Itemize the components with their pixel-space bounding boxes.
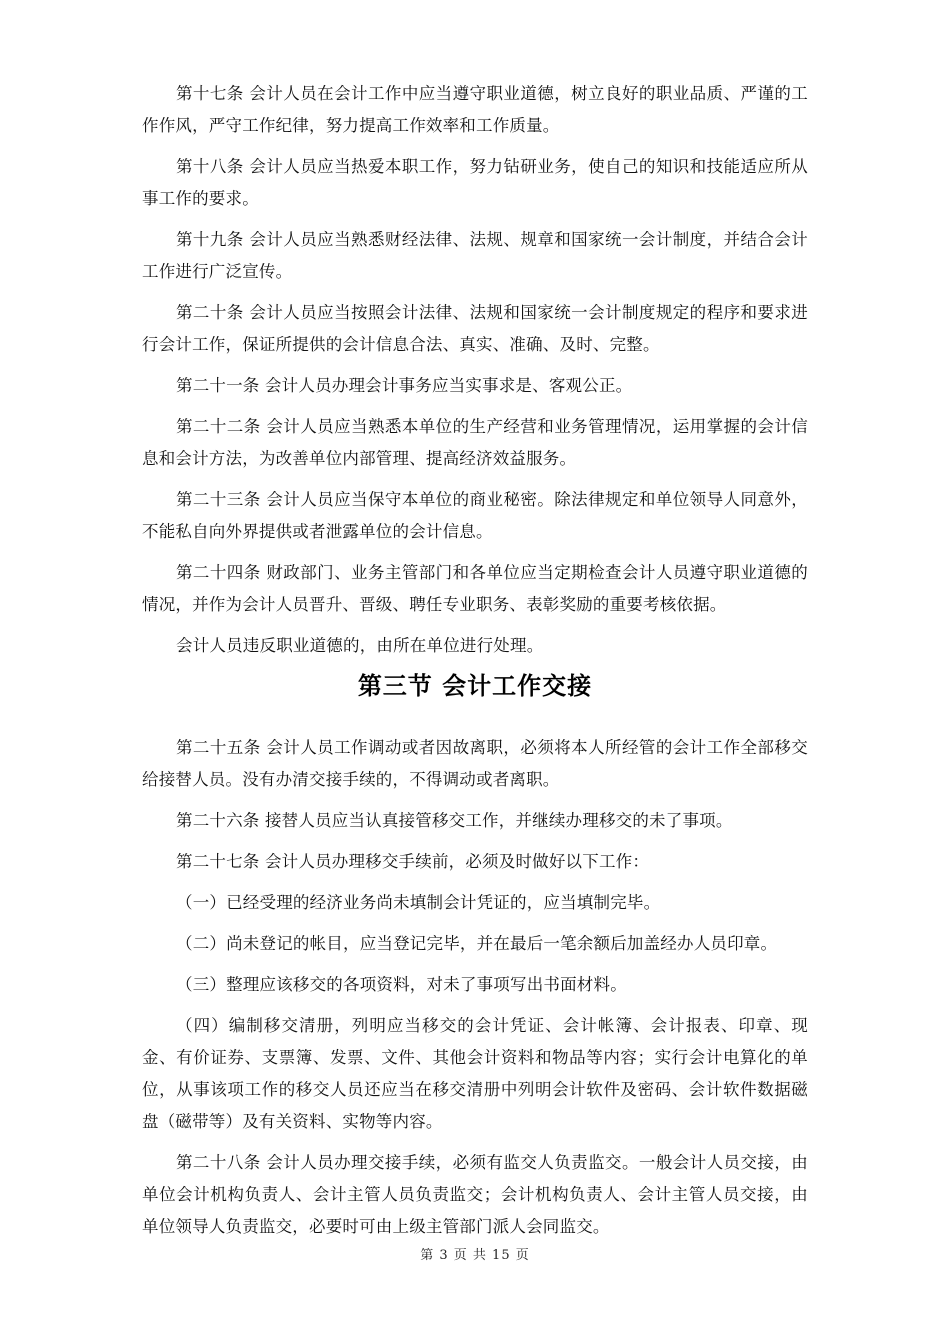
- article-23: 第二十三条 会计人员应当保守本单位的商业秘密。除法律规定和单位领导人同意外，不能私自向外界提供或者泄露单位的会计信息。: [142, 490, 808, 541]
- article-19: 第十九条 会计人员应当熟悉财经法律、法规、规章和国家统一会计制度，并结合会计工作进行广泛宣传。: [142, 230, 808, 281]
- section-heading: 第三节 会计工作交接: [357, 672, 593, 700]
- article-24-note: 会计人员违反职业道德的，由所在单位进行处理。: [176, 636, 544, 655]
- article-28: 第二十八条 会计人员办理交接手续，必须有监交人负责监交。一般会计人员交接，由单位会计机构负责人、会计主管人员负责监交；会计机构负责人、会计主管人员交接，由单位领导人负责监交，必要时可由上级主管部门派人会同监交。: [142, 1153, 808, 1236]
- article-27-item-2: （二）尚未登记的帐目，应当登记完毕，并在最后一笔余额后加盖经办人员印章。: [176, 934, 778, 953]
- article-27-item-3: （三）整理应该移交的各项资料，对未了事项写出书面材料。: [176, 975, 627, 994]
- article-20: 第二十条 会计人员应当按照会计法律、法规和国家统一会计制度规定的程序和要求进行会计工作，保证所提供的会计信息合法、真实、准确、及时、完整。: [142, 303, 808, 354]
- article-26: 第二十六条 接替人员应当认真接管移交工作，并继续办理移交的未了事项。: [176, 811, 733, 830]
- article-27-item-1: （一）已经受理的经济业务尚未填制会计凭证的，应当填制完毕。: [176, 893, 661, 912]
- article-22: 第二十二条 会计人员应当熟悉本单位的生产经营和业务管理情况，运用掌握的会计信息和会计方法，为改善单位内部管理、提高经济效益服务。: [142, 417, 808, 468]
- article-27-item-4: （四）编制移交清册，列明应当移交的会计凭证、会计帐簿、会计报表、印章、现金、有价证券、支票簿、发票、文件、其他会计资料和物品等内容；实行会计电算化的单位，从事该项工作的移交人员还应当在移交清册中列明会计软件及密码、会计软件数据磁盘（磁带等）及有关资料、实物等内容。: [142, 1016, 808, 1131]
- document-body: [142, 78, 808, 1243]
- page-footer: 第 3 页 共 15 页: [420, 1248, 530, 1263]
- article-18: 第十八条 会计人员应当热爱本职工作，努力钻研业务，使自己的知识和技能适应所从事工作的要求。: [142, 157, 808, 208]
- article-25: 第二十五条 会计人员工作调动或者因故离职，必须将本人所经管的会计工作全部移交给接替人员。没有办清交接手续的，不得调动或者离职。: [142, 738, 808, 789]
- article-27: 第二十七条 会计人员办理移交手续前，必须及时做好以下工作：: [176, 852, 650, 871]
- article-17: 第十七条 会计人员在会计工作中应当遵守职业道德，树立良好的职业品质、严谨的工作作风，严守工作纪律，努力提高工作效率和工作质量。: [142, 84, 808, 135]
- article-24: 第二十四条 财政部门、业务主管部门和各单位应当定期检查会计人员遵守职业道德的情况，并作为会计人员晋升、晋级、聘任专业职务、表彰奖励的重要考核依据。: [142, 563, 808, 614]
- article-21: 第二十一条 会计人员办理会计事务应当实事求是、客观公正。: [176, 376, 633, 395]
